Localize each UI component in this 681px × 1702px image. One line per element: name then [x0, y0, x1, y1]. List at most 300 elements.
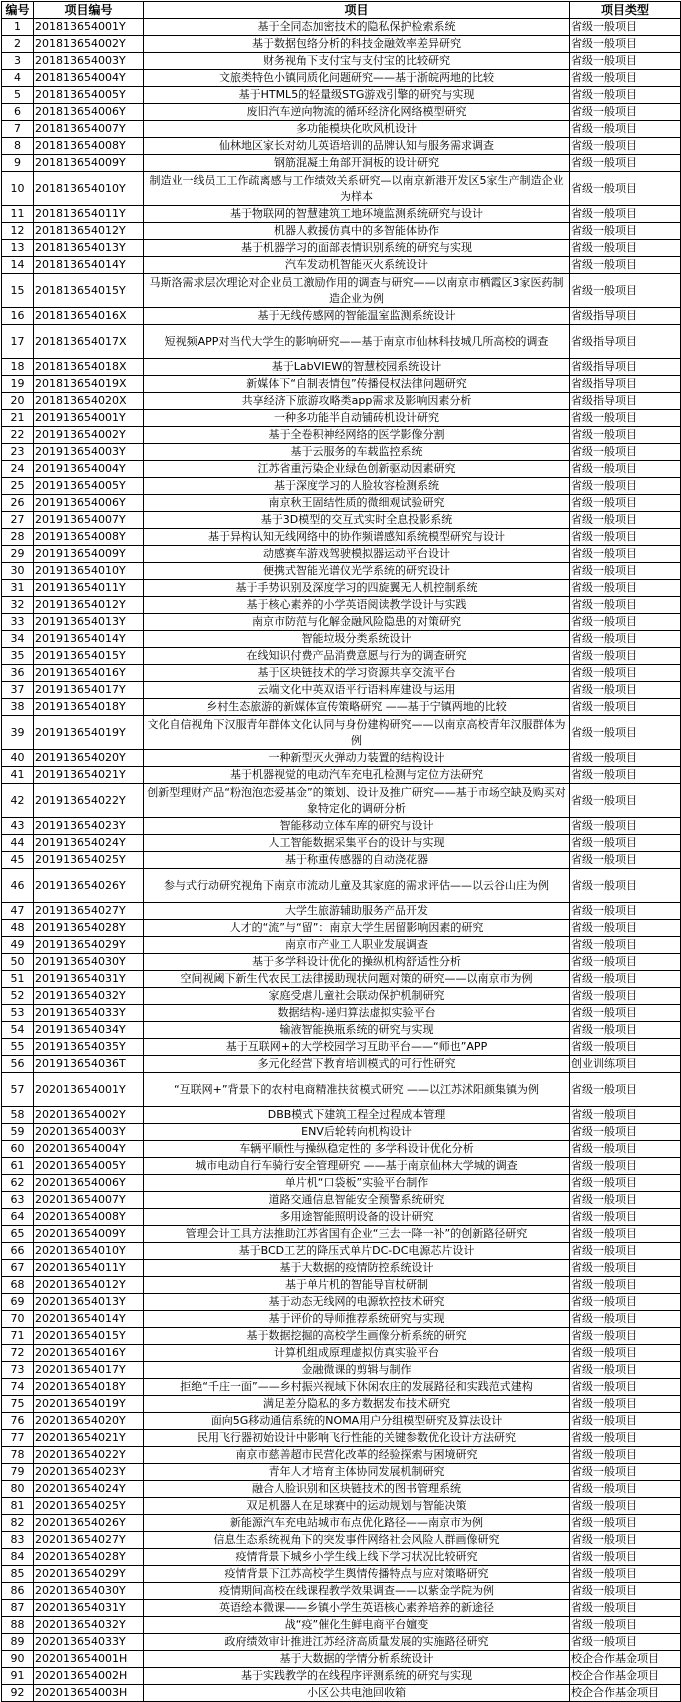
row-number: 83 — [2, 1532, 34, 1549]
table-row — [2, 393, 681, 410]
project-type: 省级一般项目 — [570, 1498, 681, 1515]
project-type: 省级一般项目 — [570, 1481, 681, 1498]
row-number: 11 — [2, 206, 34, 223]
project-title: 基于机器视觉的电动汽车充电孔检测与定位方法研究 — [144, 767, 570, 784]
project-code: 201913654027Y — [34, 903, 144, 920]
project-type: 创业训练项目 — [570, 1056, 681, 1073]
project-title: 基于BCD工艺的降压式单片DC-DC电源芯片设计 — [144, 1243, 570, 1260]
project-title: 马斯洛需求层次理论对企业员工激励作用的调查与研究——以南京市栖霞区3家医药制造企业为例 — [144, 274, 570, 308]
project-type: 省级一般项目 — [570, 1430, 681, 1447]
table-row — [2, 308, 681, 325]
project-title: 基于数据挖掘的高校学生画像分析系统的研究 — [144, 1328, 570, 1345]
project-code: 202013654011Y — [34, 1260, 144, 1277]
project-code: 201913654032Y — [34, 988, 144, 1005]
row-number: 67 — [2, 1260, 34, 1277]
project-type: 省级一般项目 — [570, 274, 681, 308]
row-number: 56 — [2, 1056, 34, 1073]
project-title: 计算机组成原理虚拟仿真实验平台 — [144, 1345, 570, 1362]
table-row — [2, 1583, 681, 1600]
project-type: 省级一般项目 — [570, 920, 681, 937]
table-row — [2, 206, 681, 223]
table-row — [2, 19, 681, 36]
project-code: 201813654012Y — [34, 223, 144, 240]
project-title: 基于HTML5的轻量级STG游戏引擎的研究与实现 — [144, 87, 570, 104]
project-title: 基于LabVIEW的智慧校园系统设计 — [144, 359, 570, 376]
project-title: 小区公共电池回收箱 — [144, 1685, 570, 1702]
project-type: 省级一般项目 — [570, 1583, 681, 1600]
table-row — [2, 1566, 681, 1583]
row-number: 72 — [2, 1345, 34, 1362]
table-row — [2, 1685, 681, 1702]
table-row — [2, 1294, 681, 1311]
row-number: 86 — [2, 1583, 34, 1600]
project-type: 省级一般项目 — [570, 1022, 681, 1039]
table-row — [2, 138, 681, 155]
project-type: 省级一般项目 — [570, 121, 681, 138]
project-code: 202013654003H — [34, 1685, 144, 1702]
row-number: 76 — [2, 1413, 34, 1430]
project-code: 201913654024Y — [34, 835, 144, 852]
project-title: 基于深度学习的人脸妆容检测系统 — [144, 478, 570, 495]
project-type: 省级一般项目 — [570, 767, 681, 784]
project-type: 省级一般项目 — [570, 1175, 681, 1192]
project-code: 201813654013Y — [34, 240, 144, 257]
row-number: 78 — [2, 1447, 34, 1464]
project-type: 省级一般项目 — [570, 1413, 681, 1430]
project-code: 201913654017Y — [34, 682, 144, 699]
project-title: 青年人才培育主体协同发展机制研究 — [144, 1464, 570, 1481]
project-title: 基于云服务的车载监控系统 — [144, 444, 570, 461]
project-code: 202013654008Y — [34, 1209, 144, 1226]
row-number: 17 — [2, 325, 34, 359]
table-row — [2, 325, 681, 359]
row-number: 28 — [2, 529, 34, 546]
project-type: 省级一般项目 — [570, 1447, 681, 1464]
project-type: 省级一般项目 — [570, 1158, 681, 1175]
project-title: 民用飞行器初始设计中影响飞行性能的关键参数优化设计方法研究 — [144, 1430, 570, 1447]
project-title: 融合人脸识别和区块链技术的图书管理系统 — [144, 1481, 570, 1498]
project-type: 省级一般项目 — [570, 1073, 681, 1107]
row-number: 30 — [2, 563, 34, 580]
project-code: 202013654026Y — [34, 1515, 144, 1532]
row-number: 87 — [2, 1600, 34, 1617]
table-row — [2, 155, 681, 172]
project-code: 202013654027Y — [34, 1532, 144, 1549]
project-type: 省级一般项目 — [570, 597, 681, 614]
row-number: 31 — [2, 580, 34, 597]
project-code: 202013654032Y — [34, 1617, 144, 1634]
row-number: 7 — [2, 121, 34, 138]
project-type: 省级一般项目 — [570, 648, 681, 665]
project-title: 基于单片机的智能导盲杖研制 — [144, 1277, 570, 1294]
project-type: 省级一般项目 — [570, 631, 681, 648]
project-code: 201913654033Y — [34, 1005, 144, 1022]
project-code: 201913654018Y — [34, 699, 144, 716]
row-number: 49 — [2, 937, 34, 954]
project-code: 201913654006Y — [34, 495, 144, 512]
row-number: 54 — [2, 1022, 34, 1039]
row-number: 32 — [2, 597, 34, 614]
project-title: 道路交通信息智能安全预警系统研究 — [144, 1192, 570, 1209]
table-body — [2, 19, 681, 1702]
project-title: 财务视角下支付宝与支付宝的比较研究 — [144, 53, 570, 70]
project-code: 202013654033Y — [34, 1634, 144, 1651]
project-title: 新媒体下“自制表情包”传播侵权法律问题研究 — [144, 376, 570, 393]
table-row — [2, 87, 681, 104]
row-number: 55 — [2, 1039, 34, 1056]
row-number: 88 — [2, 1617, 34, 1634]
project-type: 省级一般项目 — [570, 478, 681, 495]
project-type: 省级一般项目 — [570, 1277, 681, 1294]
table-row — [2, 1124, 681, 1141]
table-row — [2, 1413, 681, 1430]
project-type: 省级一般项目 — [570, 665, 681, 682]
row-number: 8 — [2, 138, 34, 155]
project-code: 201913654025Y — [34, 852, 144, 869]
project-title: 一种多功能半自动铺砖机设计研究 — [144, 410, 570, 427]
row-number: 9 — [2, 155, 34, 172]
project-type: 省级一般项目 — [570, 784, 681, 818]
row-number: 79 — [2, 1464, 34, 1481]
table-row — [2, 1328, 681, 1345]
project-code: 202013654002H — [34, 1668, 144, 1685]
project-code: 202013654001Y — [34, 1073, 144, 1107]
row-number: 66 — [2, 1243, 34, 1260]
table-row — [2, 512, 681, 529]
project-code: 201813654016X — [34, 308, 144, 325]
project-code: 201813654010Y — [34, 172, 144, 206]
project-code: 202013654021Y — [34, 1430, 144, 1447]
row-number: 70 — [2, 1311, 34, 1328]
project-type: 省级指导项目 — [570, 308, 681, 325]
row-number: 74 — [2, 1379, 34, 1396]
project-type: 省级一般项目 — [570, 818, 681, 835]
project-type: 省级一般项目 — [570, 512, 681, 529]
project-type: 省级一般项目 — [570, 1549, 681, 1566]
project-code: 201913654029Y — [34, 937, 144, 954]
project-title: 乡村生态旅游的新媒体宣传策略研究 ——基于宁镇两地的比较 — [144, 699, 570, 716]
row-number: 39 — [2, 716, 34, 750]
header-project-code: 项目编号 — [34, 2, 144, 19]
row-number: 57 — [2, 1073, 34, 1107]
table-row — [2, 869, 681, 903]
project-code: 201913654013Y — [34, 614, 144, 631]
table-row — [2, 597, 681, 614]
project-type: 省级一般项目 — [570, 240, 681, 257]
row-number: 19 — [2, 376, 34, 393]
row-number: 40 — [2, 750, 34, 767]
project-type: 省级一般项目 — [570, 1634, 681, 1651]
row-number: 53 — [2, 1005, 34, 1022]
project-title: 基于核心素养的小学英语阅读教学设计与实践 — [144, 597, 570, 614]
project-type: 省级一般项目 — [570, 1311, 681, 1328]
table-row — [2, 1073, 681, 1107]
project-type: 省级指导项目 — [570, 359, 681, 376]
row-number: 13 — [2, 240, 34, 257]
project-type: 省级一般项目 — [570, 750, 681, 767]
table-row — [2, 920, 681, 937]
row-number: 52 — [2, 988, 34, 1005]
row-number: 91 — [2, 1668, 34, 1685]
project-type: 省级一般项目 — [570, 1600, 681, 1617]
table-row — [2, 359, 681, 376]
project-title: 管理会计工具方法推助江苏省国有企业“三去一降一补”的创新路径研究 — [144, 1226, 570, 1243]
project-title: 基于称重传感器的自动浇花器 — [144, 852, 570, 869]
project-code: 202013654029Y — [34, 1566, 144, 1583]
project-type: 省级一般项目 — [570, 155, 681, 172]
project-code: 202013654017Y — [34, 1362, 144, 1379]
row-number: 14 — [2, 257, 34, 274]
table-row — [2, 1345, 681, 1362]
project-title: 基于机器学习的面部表情识别系统的研究与实现 — [144, 240, 570, 257]
project-title: 基于区块链技术的学习资源共享交流平台 — [144, 665, 570, 682]
table-row — [2, 1039, 681, 1056]
project-title: 汽车发动机智能灭火系统设计 — [144, 257, 570, 274]
project-code: 201913654036T — [34, 1056, 144, 1073]
row-number: 61 — [2, 1158, 34, 1175]
table-row — [2, 1175, 681, 1192]
project-type: 省级一般项目 — [570, 1243, 681, 1260]
project-code: 201913654035Y — [34, 1039, 144, 1056]
table-row — [2, 1481, 681, 1498]
table-row — [2, 410, 681, 427]
project-type: 省级一般项目 — [570, 36, 681, 53]
project-title: 江苏省重污染企业绿色创新驱动因素研究 — [144, 461, 570, 478]
project-code: 201813654008Y — [34, 138, 144, 155]
row-number: 23 — [2, 444, 34, 461]
project-title: 南京市产业工人职业发展调查 — [144, 937, 570, 954]
row-number: 44 — [2, 835, 34, 852]
row-number: 4 — [2, 70, 34, 87]
project-code: 202013654023Y — [34, 1464, 144, 1481]
table-row — [2, 665, 681, 682]
project-title: 基于全同态加密技术的隐私保护检索系统 — [144, 19, 570, 36]
project-code: 201913654026Y — [34, 869, 144, 903]
table-row — [2, 461, 681, 478]
project-type: 省级一般项目 — [570, 869, 681, 903]
table-row — [2, 274, 681, 308]
project-title: 多功能模块化吹风机设计 — [144, 121, 570, 138]
row-number: 6 — [2, 104, 34, 121]
row-number: 5 — [2, 87, 34, 104]
project-title: 机器人救援仿真中的多智能体协作 — [144, 223, 570, 240]
row-number: 62 — [2, 1175, 34, 1192]
project-code: 202013654018Y — [34, 1379, 144, 1396]
project-code: 201813654019X — [34, 376, 144, 393]
project-type: 省级一般项目 — [570, 427, 681, 444]
table-row — [2, 1634, 681, 1651]
project-type: 省级一般项目 — [570, 1532, 681, 1549]
project-title: 文化自信视角下汉服青年群体文化认同与身份建构研究——以南京高校青年汉服群体为例 — [144, 716, 570, 750]
row-number: 29 — [2, 546, 34, 563]
table-row — [2, 1192, 681, 1209]
project-type: 省级一般项目 — [570, 87, 681, 104]
project-code: 201813654009Y — [34, 155, 144, 172]
row-number: 21 — [2, 410, 34, 427]
row-number: 51 — [2, 971, 34, 988]
project-title: 基于3D模型的交互式实时全息投影系统 — [144, 512, 570, 529]
project-code: 202013654014Y — [34, 1311, 144, 1328]
project-type: 省级一般项目 — [570, 1005, 681, 1022]
table-row — [2, 767, 681, 784]
table-row — [2, 835, 681, 852]
project-table — [1, 1, 681, 1702]
row-number: 15 — [2, 274, 34, 308]
table-row — [2, 852, 681, 869]
project-code: 202013654006Y — [34, 1175, 144, 1192]
project-title: 双足机器人在足球赛中的运动规划与智能决策 — [144, 1498, 570, 1515]
project-type: 省级一般项目 — [570, 1039, 681, 1056]
row-number: 45 — [2, 852, 34, 869]
row-number: 42 — [2, 784, 34, 818]
project-code: 201913654028Y — [34, 920, 144, 937]
table-row — [2, 903, 681, 920]
header-project-type: 项目类型 — [570, 2, 681, 19]
project-code: 201813654017X — [34, 325, 144, 359]
project-code: 202013654009Y — [34, 1226, 144, 1243]
project-title: 一种新型灭火弹动力装置的结构设计 — [144, 750, 570, 767]
project-code: 201813654002Y — [34, 36, 144, 53]
table-row — [2, 1430, 681, 1447]
project-title: 疫情背景下江苏高校学生舆情传播特点与应对策略研究 — [144, 1566, 570, 1583]
table-row — [2, 1277, 681, 1294]
project-code: 202013654015Y — [34, 1328, 144, 1345]
project-code: 201913654020Y — [34, 750, 144, 767]
project-title: 基于评价的导师推荐系统研究与实现 — [144, 1311, 570, 1328]
row-number: 58 — [2, 1107, 34, 1124]
table-row — [2, 716, 681, 750]
row-number: 1 — [2, 19, 34, 36]
table-row — [2, 376, 681, 393]
project-title: 多用途智能照明设备的设计研究 — [144, 1209, 570, 1226]
row-number: 89 — [2, 1634, 34, 1651]
project-title: 新能源汽车充电站城市布点优化路径——南京市为例 — [144, 1515, 570, 1532]
project-code: 201813654006Y — [34, 104, 144, 121]
row-number: 92 — [2, 1685, 34, 1702]
table-row — [2, 1617, 681, 1634]
project-type: 省级指导项目 — [570, 376, 681, 393]
table-row — [2, 444, 681, 461]
project-code: 202013654022Y — [34, 1447, 144, 1464]
project-type: 省级一般项目 — [570, 1362, 681, 1379]
project-code: 201913654008Y — [34, 529, 144, 546]
project-code: 202013654031Y — [34, 1600, 144, 1617]
project-title: 面向5G移动通信系统的NOMA用户分组模型研究及算法设计 — [144, 1413, 570, 1430]
project-type: 省级一般项目 — [570, 1328, 681, 1345]
row-number: 20 — [2, 393, 34, 410]
table-row — [2, 427, 681, 444]
project-title: 金融微课的剪辑与制作 — [144, 1362, 570, 1379]
row-number: 33 — [2, 614, 34, 631]
project-type: 省级一般项目 — [570, 172, 681, 206]
table-row — [2, 1243, 681, 1260]
project-title: “互联网+”背景下的农村电商精准扶贫模式研究 ——以江苏沭阳颜集镇为例 — [144, 1073, 570, 1107]
row-number: 63 — [2, 1192, 34, 1209]
row-number: 26 — [2, 495, 34, 512]
project-type: 省级一般项目 — [570, 410, 681, 427]
table-row — [2, 971, 681, 988]
row-number: 60 — [2, 1141, 34, 1158]
project-type: 省级一般项目 — [570, 988, 681, 1005]
project-code: 202013654010Y — [34, 1243, 144, 1260]
row-number: 85 — [2, 1566, 34, 1583]
project-type: 省级一般项目 — [570, 835, 681, 852]
table-row — [2, 104, 681, 121]
project-title: 政府绩效审计推进江苏经济高质量发展的实施路径研究 — [144, 1634, 570, 1651]
project-type: 省级指导项目 — [570, 393, 681, 410]
row-number: 37 — [2, 682, 34, 699]
project-title: 南京市防范与化解金融风险隐患的对策研究 — [144, 614, 570, 631]
table-row — [2, 1022, 681, 1039]
row-number: 69 — [2, 1294, 34, 1311]
project-code: 201813654015Y — [34, 274, 144, 308]
project-code: 202013654013Y — [34, 1294, 144, 1311]
project-title: 基于全卷积神经网络的医学影像分割 — [144, 427, 570, 444]
table-row — [2, 1549, 681, 1566]
project-title: 智能垃圾分类系统设计 — [144, 631, 570, 648]
table-row — [2, 784, 681, 818]
project-title: ENV后轮转向机构设计 — [144, 1124, 570, 1141]
row-number: 12 — [2, 223, 34, 240]
project-title: 车辆平顺性与操纵稳定性的 多学科设计优化分析 — [144, 1141, 570, 1158]
row-number: 75 — [2, 1396, 34, 1413]
project-type: 省级一般项目 — [570, 1464, 681, 1481]
project-title: 基于大数据的学情分析系统设计 — [144, 1651, 570, 1668]
project-type: 省级一般项目 — [570, 529, 681, 546]
project-type: 省级一般项目 — [570, 971, 681, 988]
project-title: 基于无线传感网的智能温室监测系统设计 — [144, 308, 570, 325]
project-code: 201913654003Y — [34, 444, 144, 461]
table-row — [2, 1515, 681, 1532]
project-type: 省级一般项目 — [570, 614, 681, 631]
project-code: 201913654023Y — [34, 818, 144, 835]
project-code: 201813654004Y — [34, 70, 144, 87]
project-title: 多元化经营下教育培训模式的可行性研究 — [144, 1056, 570, 1073]
project-title: 共享经济下旅游攻略类app需求及影响因素分析 — [144, 393, 570, 410]
project-title: 战“疫”催化生鲜电商平台嬗变 — [144, 1617, 570, 1634]
table-row — [2, 546, 681, 563]
table-row — [2, 1668, 681, 1685]
table-row — [2, 1651, 681, 1668]
row-number: 34 — [2, 631, 34, 648]
project-code: 202013654005Y — [34, 1158, 144, 1175]
project-type: 省级一般项目 — [570, 716, 681, 750]
project-type: 省级一般项目 — [570, 444, 681, 461]
row-number: 81 — [2, 1498, 34, 1515]
project-code: 202013654007Y — [34, 1192, 144, 1209]
table-row — [2, 240, 681, 257]
row-number: 80 — [2, 1481, 34, 1498]
row-number: 22 — [2, 427, 34, 444]
project-code: 202013654025Y — [34, 1498, 144, 1515]
table-row — [2, 1260, 681, 1277]
table-row — [2, 70, 681, 87]
project-code: 201913654016Y — [34, 665, 144, 682]
project-title: 钢筋混凝土角部开洞板的设计研究 — [144, 155, 570, 172]
project-code: 201813654005Y — [34, 87, 144, 104]
table-row — [2, 1311, 681, 1328]
project-code: 201913654005Y — [34, 478, 144, 495]
table-row — [2, 699, 681, 716]
row-number: 64 — [2, 1209, 34, 1226]
project-title: 短视频APP对当代大学生的影响研究——基于南京市仙林科技城几所高校的调查 — [144, 325, 570, 359]
table-row — [2, 223, 681, 240]
table-row — [2, 988, 681, 1005]
project-title: 输液智能换瓶系统的研究与实现 — [144, 1022, 570, 1039]
table-row — [2, 563, 681, 580]
project-type: 省级一般项目 — [570, 257, 681, 274]
project-title: 云端文化中英双语平行语料库建设与运用 — [144, 682, 570, 699]
